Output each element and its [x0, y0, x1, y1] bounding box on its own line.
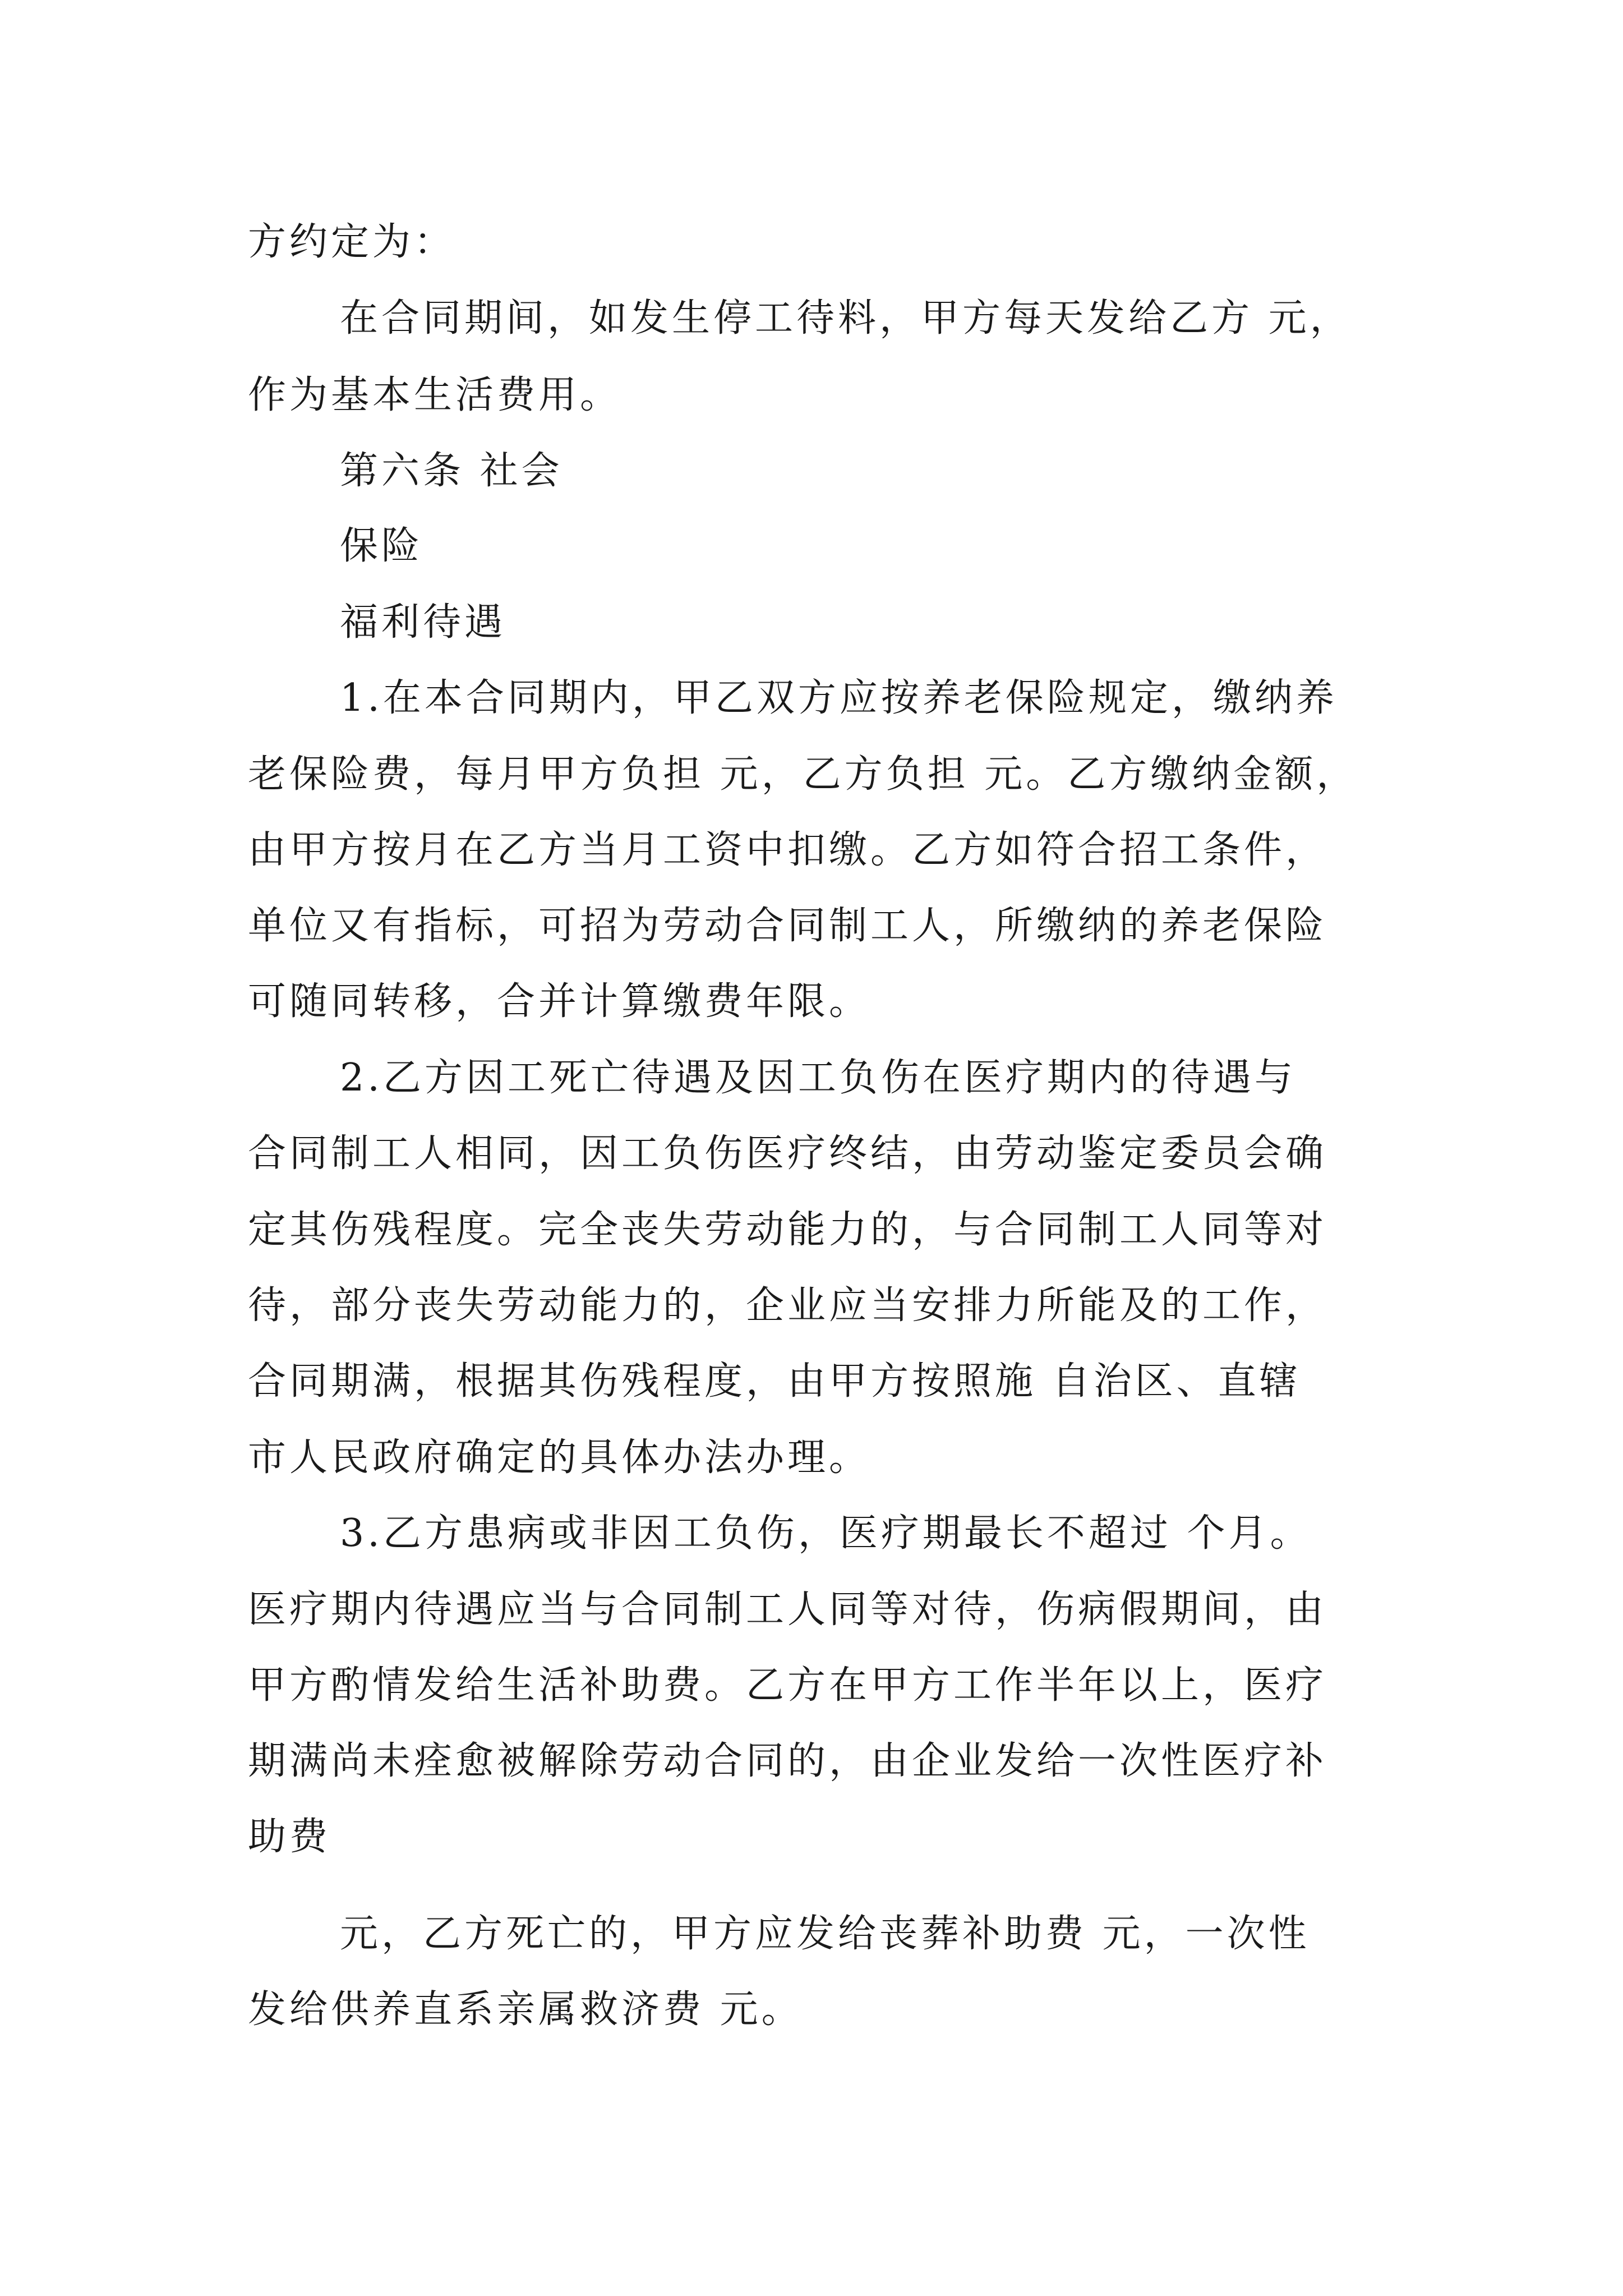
text-line: 定其伤残程度。完全丧失劳动能力的，与合同制工人同等对	[248, 1208, 1327, 1252]
text-line: 甲方酌情发给生活补助费。乙方在甲方工作半年以上，医疗	[248, 1663, 1327, 1708]
section-heading: 福利待遇	[340, 600, 506, 645]
text-line: 元，乙方死亡的，甲方应发给丧葬补助费 元，一次性	[340, 1912, 1310, 1956]
text-line: 在合同期间，如发生停工待料，甲方每天发给乙方 元，	[340, 296, 1352, 341]
text-line: 老保险费，每月甲方负担 元，乙方负担 元。乙方缴纳金额，	[248, 752, 1358, 797]
text-line: 期满尚未痊愈被解除劳动合同的，由企业发给一次性医疗补	[248, 1739, 1327, 1783]
text-line: 助费	[248, 1815, 331, 1859]
text-line: 合同制工人相同，因工负伤医疗终结，由劳动鉴定委员会确	[248, 1131, 1327, 1176]
text-line: 3.乙方患病或非因工负伤，医疗期最长不超过 个月。	[340, 1511, 1312, 1556]
text-line: 待，部分丧失劳动能力的，企业应当安排力所能及的工作，	[248, 1283, 1327, 1328]
text-line: 发给供养直系亲属救济费 元。	[248, 1987, 803, 2032]
section-heading: 保险	[340, 524, 423, 568]
text-line: 由甲方按月在乙方当月工资中扣缴。乙方如符合招工条件，	[248, 828, 1327, 872]
text-line: 可随同转移，合并计算缴费年限。	[248, 979, 871, 1024]
text-line: 1.在本合同期内，甲乙双方应按养老保险规定，缴纳养	[340, 676, 1338, 720]
text-line: 合同期满，根据其伤残程度，由甲方按照施 自治区、直辖	[248, 1359, 1301, 1404]
text-line: 2.乙方因工死亡待遇及因工负伤在医疗期内的待遇与	[340, 1056, 1296, 1100]
text-line: 方约定为：	[248, 220, 456, 264]
text-line: 市人民政府确定的具体办法办理。	[248, 1435, 871, 1480]
text-line: 医疗期内待遇应当与合同制工人同等对待，伤病假期间，由	[248, 1588, 1327, 1632]
text-line: 单位又有指标，可招为劳动合同制工人，所缴纳的养老保险	[248, 904, 1327, 948]
section-heading: 第六条 社会	[340, 449, 563, 493]
text-line: 作为基本生活费用。	[248, 373, 622, 417]
